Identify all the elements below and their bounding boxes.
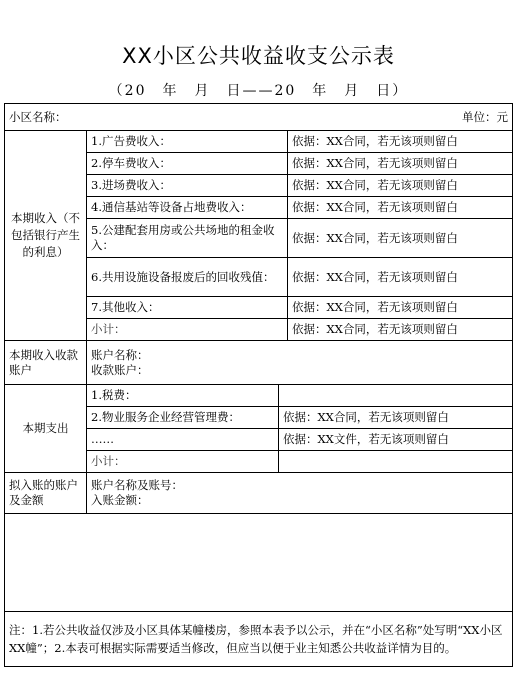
income-item-basis: 依据：XX合同，若无该项则留白 [288, 297, 513, 319]
income-subtotal-label: 小计： [87, 319, 288, 341]
blank-area [5, 514, 513, 612]
expense-item-label: 2.物业服务企业经营管理费： [87, 407, 279, 429]
footnote: 注：1.若公共收益仅涉及小区具体某幢楼房，参照本表予以公示，并在“小区名称”处写明“XX小区XX幢”；2.本表可根据实际需要适当修改，但应当以便于业主知悉公共收益详情为目的。 [5, 612, 513, 667]
income-item-basis: 依据：XX合同，若无该项则留白 [288, 153, 513, 175]
income-item-basis: 依据：XX合同，若无该项则留白 [288, 197, 513, 219]
income-section-label: 本期收入（不包括银行产生的利息） [5, 131, 87, 341]
income-account-section-label: 本期收入收款账户 [5, 341, 87, 385]
income-item-label: 5.公建配套用房或公共场地的租金收入： [87, 219, 288, 258]
community-name-label: 小区名称： [9, 109, 67, 124]
income-item-label: 6.共用设施设备报废后的回收残值： [87, 258, 288, 297]
unit-label: 单位：元 [462, 109, 508, 124]
income-row [5, 131, 513, 153]
expense-subtotal-label: 小计： [87, 451, 279, 473]
expense-item-basis [279, 451, 513, 473]
expense-item-basis: 依据：XX文件，若无该项则留白 [279, 429, 513, 451]
account-name-number-label: 账户名称及账号： [91, 478, 183, 492]
header-row [5, 104, 513, 131]
expense-row [5, 385, 513, 407]
planned-account-section-label: 拟入账的账户及金额 [5, 473, 87, 514]
account-name-label: 账户名称： [91, 347, 149, 362]
period-range: （20 年 月 日——20 年 月 日） [108, 83, 409, 99]
expense-item-label: 1.税费： [87, 385, 279, 407]
income-item-basis: 依据：XX合同，若无该项则留白 [288, 319, 513, 341]
income-item-label: 7.其他收入： [87, 297, 288, 319]
page-title: XX小区公共收益收支公示表 [122, 44, 395, 68]
expense-item-label: …… [87, 429, 279, 451]
deposit-amount-label: 入账金额： [91, 493, 149, 507]
income-account-row [5, 341, 513, 385]
income-item-basis: 依据：XX合同，若无该项则留白 [288, 175, 513, 197]
note-row [5, 612, 513, 667]
income-item-basis: 依据：XX合同，若无该项则留白 [288, 258, 513, 297]
income-item-label: 3.进场费收入： [87, 175, 288, 197]
income-item-basis: 依据：XX合同，若无该项则留白 [288, 131, 513, 153]
expense-item-basis: 依据：XX合同，若无该项则留白 [279, 407, 513, 429]
expense-section-label: 本期支出 [5, 385, 87, 473]
income-item-label: 2.停车费收入： [87, 153, 288, 175]
income-item-label: 4.通信基站等设备占地费收入： [87, 197, 288, 219]
planned-account-row [5, 473, 513, 514]
disclosure-table [4, 103, 513, 667]
expense-item-basis [279, 385, 513, 407]
income-item-label: 1.广告费收入： [87, 131, 288, 153]
receiving-account-label: 收款账户： [91, 362, 149, 377]
income-item-basis: 依据：XX合同，若无该项则留白 [288, 219, 513, 258]
